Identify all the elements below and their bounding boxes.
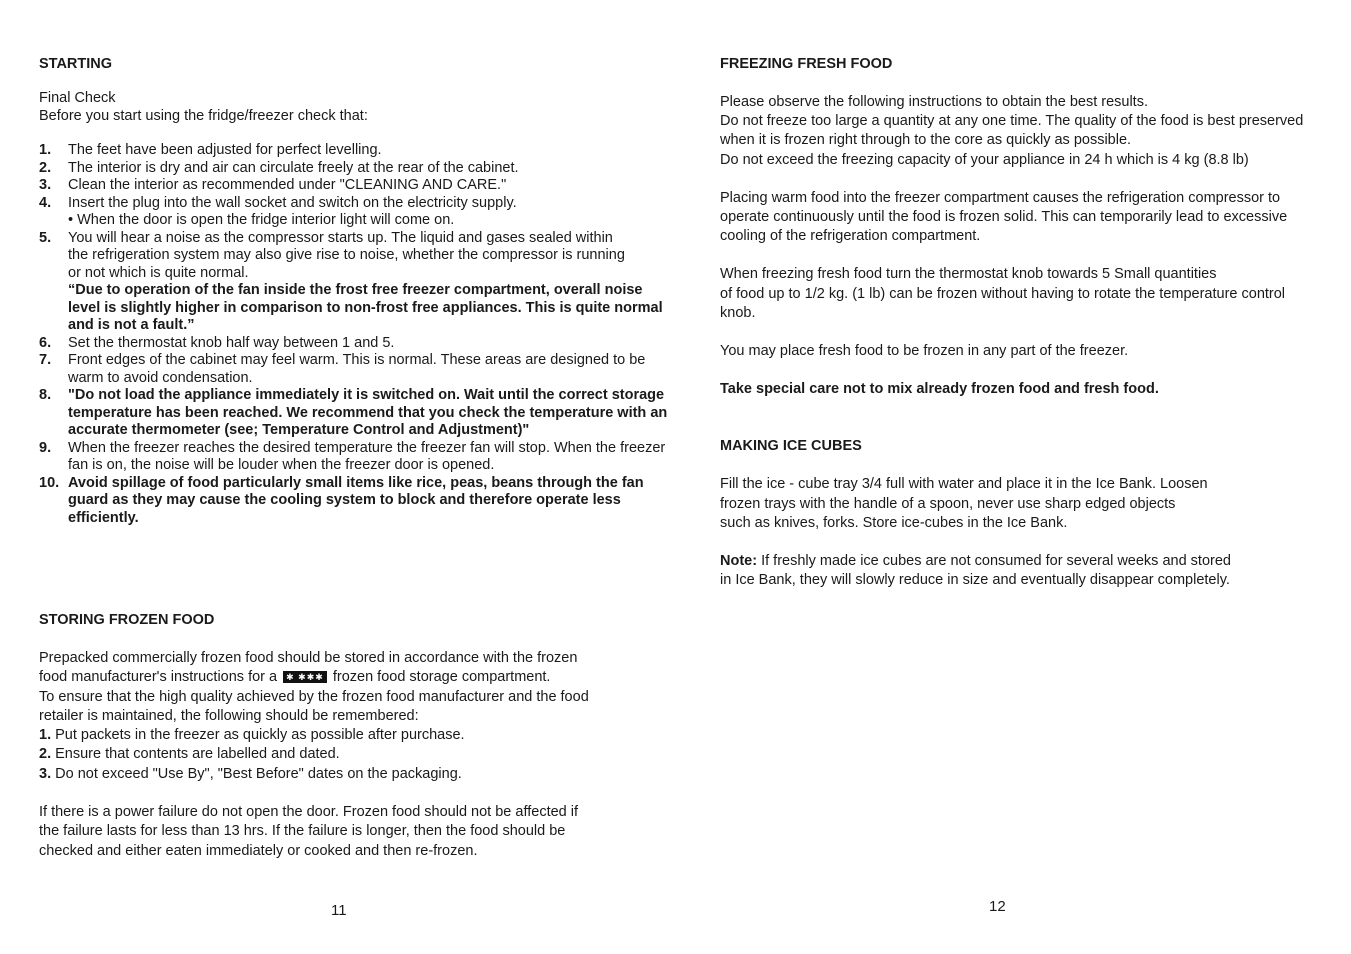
fan-noise-note: “Due to operation of the fan inside the frost free freezer compartment, overall noise level is slightly higher in comparison to non-frost free appliances. This is quite normal and is not a fault.” (68, 282, 663, 333)
note-label: Note: (720, 553, 758, 570)
freezing-paragraph-5a: When freezing fresh food turn the thermostat knob towards 5 Small quantities (720, 266, 1217, 283)
storing-paragraph-2: To ensure that the high quality achieved by the frozen food manufacturer and the food retailer is maintained, the following should be remembered: (39, 688, 589, 724)
right-page (720, 55, 1320, 590)
page-number-left: 11 (331, 902, 347, 919)
power-failure-paragraph: If there is a power failure do not open the door. Frozen food should not be affected if the failure lasts for less than 13 hrs. If the failure is longer, then the food should be checked and either eaten immediately or cooked and then re-frozen. (39, 804, 579, 859)
list-item: 7. Front edges of the cabinet may feel warm. This is normal. These areas are designed to be warm to avoid condensation. (39, 352, 646, 386)
freezing-paragraph-5b: of food up to 1/2 kg. (1 lb) can be frozen without having to rotate the temperature control knob. (720, 285, 1286, 321)
list-item: 2. The interior is dry and air can circulate freely at the rear of the cabinet. (39, 159, 519, 176)
list-item: 3. Do not exceed "Use By", "Best Before" dates on the packaging. (39, 765, 462, 782)
left-page (39, 55, 669, 527)
note-line-2: in Ice Bank, they will slowly reduce in size and eventually disappear completely. (720, 572, 1230, 589)
list-item: 3. Clean the interior as recommended under "CLEANING AND CARE." (39, 177, 507, 193)
starting-heading: STARTING (39, 56, 113, 72)
list-item: 2. Ensure that contents are labelled and dated. (39, 746, 340, 763)
list-item: 6. Set the thermostat knob half way between 1 and 5. (39, 334, 395, 351)
list-item: 4. Insert the plug into the wall socket and switch on the electricity supply. • When the door is open the fridge interior light will come on. (39, 195, 669, 230)
four-star-freezer-icon: ✱ ✱✱✱ (283, 671, 327, 683)
storing-section (39, 611, 599, 861)
ice-line-1: Fill the ice - cube tray 3/4 full with water and place it in the Ice Bank. Loosen (720, 476, 1208, 493)
freezing-warning: Take special care not to mix already frozen food and fresh food. (720, 381, 1159, 398)
light-note: • When the door is open the fridge interior light will come on. (68, 212, 455, 228)
note-line-1: Note: If freshly made ice cubes are not consumed for several weeks and stored (720, 553, 1231, 570)
starting-checklist (39, 142, 669, 527)
ice-cubes-heading: MAKING ICE CUBES (720, 438, 862, 455)
list-item: 5. You will hear a noise as the compressor starts up. The liquid and gases sealed within the refrigeration system may also give rise to noise, whether the compressor is running or not which is quite normal. “Due to operation of the fan inside the frost free freezer compartment, overall noise level is slightly higher in comparison to non-frost free appliances. This is quite normal and is not a fault.” (39, 230, 669, 335)
final-check-intro: Before you start using the fridge/freezer check that: (39, 107, 368, 124)
page-number-right: 12 (989, 898, 1006, 915)
list-item: 10. Avoid spillage of food particularly small items like rice, peas, beans through the fan guard as they may cause the cooling system to block and therefore operate less efficiently. (39, 474, 644, 526)
storing-paragraph-1: Prepacked commercially frozen food should be stored in accordance with the frozen food manufacturer's instructions for a ✱ ✱✱✱ frozen food storage compartment. (39, 650, 578, 686)
freezing-paragraph-1: Please observe the following instructions to obtain the best results. (720, 94, 1148, 110)
storing-heading: STORING FROZEN FOOD (39, 612, 215, 628)
freezing-paragraph-3: Do not exceed the freezing capacity of your appliance in 24 h which is 4 kg (8.8 lb) (720, 151, 1249, 168)
final-check-label: Final Check (39, 90, 116, 106)
list-item: 1. The feet have been adjusted for perfect levelling. (39, 142, 382, 158)
list-item: 8. "Do not load the appliance immediately it is switched on. Wait until the correct storage temperature has been reached. We recommend that you check the temperature with an accurate thermometer (see; Temperature Control and Adjustment)" (39, 387, 668, 438)
ice-line-2: frozen trays with the handle of a spoon, never use sharp edged objects (720, 495, 1176, 512)
ice-line-3: such as knives, forks. Store ice-cubes in the Ice Bank. (720, 514, 1068, 531)
freezing-heading: FREEZING FRESH FOOD (720, 56, 893, 72)
freezing-paragraph-2: Do not freeze too large a quantity at any one time. The quality of the food is best preserved when it is frozen right through to the core as quickly as possible. (720, 113, 1304, 149)
list-item: 9. When the freezer reaches the desired temperature the freezer fan will stop. When the freezer fan is on, the noise will be louder when the freezer door is opened. (39, 439, 666, 473)
list-item: 1. Put packets in the freezer as quickly as possible after purchase. (39, 727, 465, 744)
freezing-paragraph-4: Placing warm food into the freezer compartment causes the refrigeration compressor to operate continuously until the food is frozen solid. This can temporarily lead to excessive cooling of the refrigeration compartment. (720, 189, 1288, 245)
freezing-paragraph-6: You may place fresh food to be frozen in any part of the freezer. (720, 343, 1129, 360)
